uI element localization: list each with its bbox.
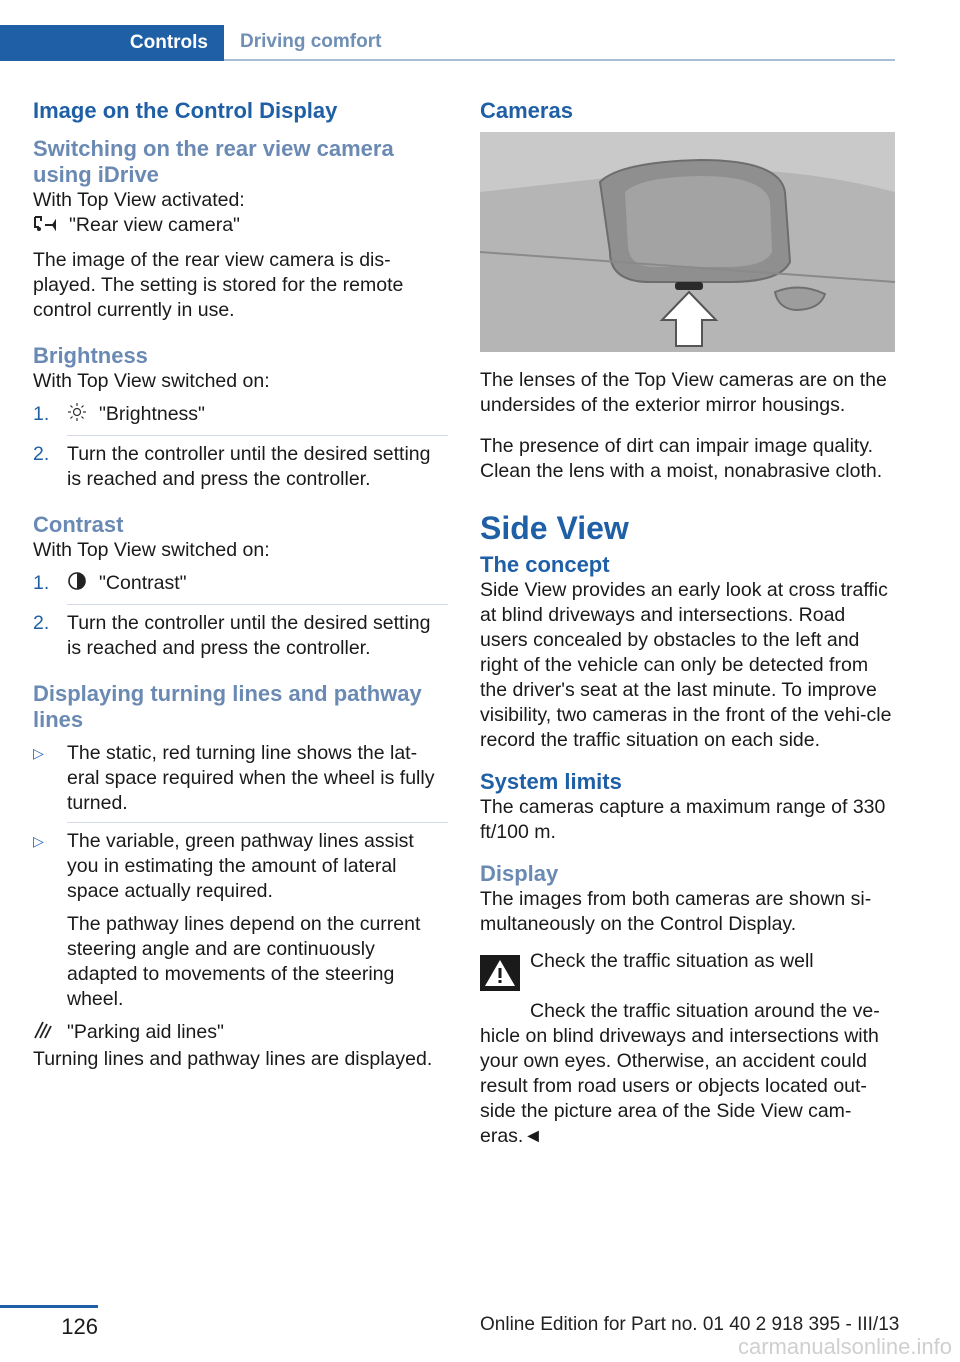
display-heading: Display — [480, 861, 559, 886]
rear-camera-icon — [33, 213, 57, 240]
watermark: carmanualsonline.info — [737, 1334, 952, 1359]
lines-heading: Displaying turning lines and pathway lines — [33, 681, 422, 732]
limits-heading: System limits — [480, 769, 622, 794]
contrast-intro: With Top View switched on: — [33, 539, 270, 561]
contrast-icon — [67, 571, 87, 598]
section-title: Image on the Control Display — [33, 98, 338, 123]
divider — [67, 604, 448, 605]
rear-camera-item: "Rear view camera" — [33, 213, 448, 240]
brightness-step-1: 1. "Brightness" — [33, 402, 448, 429]
rear-camera-heading: Switching on the rear view camera using iDrive — [33, 136, 394, 187]
page-number: 126 — [61, 1314, 98, 1339]
limits-text: The cameras capture a maximum range of 330 ft/100 m. — [480, 796, 886, 843]
tab-controls: Controls — [0, 25, 224, 61]
cameras-text-2: The presence of dirt can impair image quality. Clean the lens with a moist, nonabrasive cloth. — [480, 435, 883, 482]
page-header — [0, 25, 895, 61]
concept-heading: The concept — [480, 552, 610, 577]
footer-rule — [0, 1305, 98, 1308]
left-column — [33, 98, 448, 1072]
lines-result: Turning lines and pathway lines are displayed. — [33, 1048, 433, 1070]
lines-bullet-1: ▷ The static, red turning line shows the lat-eral space required when the wheel is fully turned. — [33, 742, 435, 814]
contrast-heading: Contrast — [33, 512, 124, 537]
brightness-heading: Brightness — [33, 343, 148, 368]
right-column — [480, 98, 896, 1149]
rear-camera-intro: With Top View activated: — [33, 189, 245, 211]
lines-note: The pathway lines depend on the current steering angle and are continuously adapted to movements of the steering wheel. — [67, 913, 421, 1010]
cameras-text-1: The lenses of the Top View cameras are on the undersides of the exterior mirror housings. — [480, 369, 887, 416]
concept-text: Side View provides an early look at cross traffic at blind driveways and intersections. Road users concealed by obstacles to the left and right of the vehicle can only be detected from the driver's seat at the last minute. To improve visibility, two cameras in the front of the vehi-cle record the traffic situation on each side. — [480, 579, 892, 751]
tab-driving-comfort: Driving comfort — [224, 25, 895, 61]
bullet-triangle-icon: ▷ — [33, 745, 44, 761]
warning-block — [480, 949, 896, 991]
parking-lines-icon — [33, 1020, 55, 1047]
brightness-icon — [67, 402, 87, 429]
warning-title: Check the traffic situation as well — [530, 950, 814, 972]
warning-text: Check the traffic situation around the ve-hicle on blind driveways and intersections with your own eyes. Otherwise, an accident could result from road users or objects located out-side the picture area of the Side View cam-eras.◄ — [480, 1000, 880, 1147]
brightness-step-2: 2. Turn the controller until the desired setting is reached and press the controller. — [33, 443, 431, 490]
divider — [67, 435, 448, 436]
warning-triangle-icon — [480, 955, 520, 991]
rear-camera-desc: The image of the rear view camera is dis-played. The setting is stored for the remote control currently in use. — [33, 249, 404, 321]
mirror-camera-photo — [480, 132, 895, 352]
bullet-triangle-icon: ▷ — [33, 833, 44, 849]
divider — [67, 822, 448, 823]
contrast-step-1: 1. "Contrast" — [33, 571, 448, 598]
parking-aid-item: "Parking aid lines" — [33, 1020, 448, 1047]
lines-bullet-2: ▷ The variable, green pathway lines assist you in estimating the amount of lateral space actually required. — [33, 830, 414, 902]
contrast-step-2: 2. Turn the controller until the desired setting is reached and press the controller. — [33, 612, 431, 659]
brightness-intro: With Top View switched on: — [33, 370, 270, 392]
cameras-heading: Cameras — [480, 98, 573, 123]
side-view-heading: Side View — [480, 510, 629, 546]
display-text: The images from both cameras are shown si-multaneously on the Control Display. — [480, 888, 872, 935]
edition-note: Online Edition for Part no. 01 40 2 918 395 - III/13 — [480, 1314, 900, 1335]
